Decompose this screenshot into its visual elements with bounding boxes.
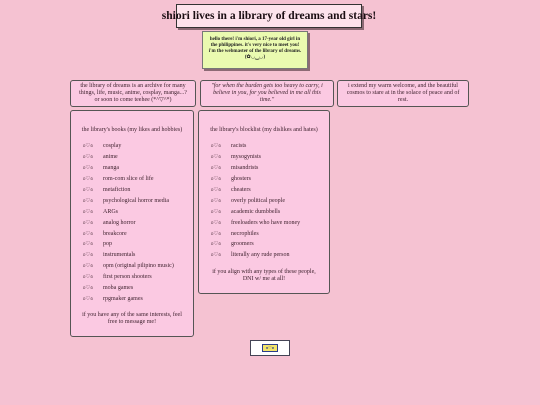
heart-bullet-icon: ʚ♡ɞ	[83, 219, 93, 226]
blocklist-item	[211, 206, 329, 217]
books-item-label: rom-com slice of life	[103, 176, 154, 183]
blocklist-item	[211, 163, 329, 174]
blocklist-item	[211, 174, 329, 185]
books-item-label: metafiction	[103, 187, 131, 193]
site-badge[interactable]	[250, 340, 290, 356]
blocklist-item-label: cheaters	[231, 187, 251, 193]
books-footer: if you have any of the same interests, feel free to message me!	[82, 312, 182, 326]
books-item	[83, 239, 193, 250]
blocklist-item	[211, 228, 329, 239]
blocklist-item	[211, 141, 329, 152]
blocklist-item	[211, 217, 329, 228]
blocklist-item	[211, 239, 329, 250]
books-item	[83, 250, 193, 261]
intro-box: hello there! i'm shiori, a 17-year old girl in the philippines. it's very nice to meet you! i'm the webmaster of the library of dreams. (✿◡‿◡)	[202, 31, 308, 69]
heart-bullet-icon: ʚ♡ɞ	[83, 187, 93, 193]
books-item	[83, 152, 193, 163]
quote-card: "for when the burden gets too heavy to carry, i believe in you, for you believed in me all this time."	[200, 80, 334, 107]
heart-bullet-icon: ʚ♡ɞ	[211, 230, 221, 237]
heart-bullet-icon: ʚ♡ɞ	[83, 252, 93, 259]
heart-bullet-icon: ʚ♡ɞ	[83, 263, 93, 270]
blocklist-item-label: mysogynists	[231, 154, 262, 161]
blocklist-item-label: necrophiles	[231, 230, 259, 237]
heart-bullet-icon: ʚ♡ɞ	[211, 197, 221, 204]
blocklist-footer: if you align with any types of these people, DNI w/ me at all!	[212, 268, 316, 282]
heart-bullet-icon: ʚ♡ɞ	[83, 241, 93, 248]
heart-bullet-icon: ʚ♡ɞ	[211, 252, 221, 259]
blocklist-item	[211, 152, 329, 163]
heart-bullet-icon: ʚ♡ɞ	[83, 154, 93, 161]
heart-bullet-icon: ʚ♡ɞ	[211, 219, 221, 226]
heart-bullet-icon: ʚ♡ɞ	[83, 230, 93, 237]
books-item-label: anime	[103, 154, 118, 161]
badge-label: ʚ♡ɞ	[262, 344, 278, 352]
books-item	[83, 185, 193, 196]
books-item-label: opm (original pilipino music)	[103, 263, 174, 270]
books-item-label: psychological horror media	[103, 197, 169, 204]
heart-bullet-icon: ʚ♡ɞ	[83, 197, 93, 204]
blocklist-title: the library's blocklist (my dislikes and hates)	[210, 127, 318, 133]
heart-bullet-icon: ʚ♡ɞ	[83, 295, 93, 302]
blocklist-item	[211, 195, 329, 206]
books-item	[83, 293, 193, 304]
heart-bullet-icon: ʚ♡ɞ	[211, 187, 221, 193]
blocklist-item-label: misandrists	[231, 165, 259, 172]
heart-bullet-icon: ʚ♡ɞ	[83, 176, 93, 183]
books-item	[83, 283, 193, 294]
heart-bullet-icon: ʚ♡ɞ	[83, 208, 93, 215]
books-item	[83, 195, 193, 206]
books-item-label: moba games	[103, 285, 134, 292]
blocklist-item-label: academic dumbbells	[231, 208, 281, 215]
heart-bullet-icon: ʚ♡ɞ	[83, 274, 93, 281]
books-item-label: ARGs	[103, 208, 119, 215]
about-card: the library of dreams is an archive for many things, life, music, anime, cosplay, manga...? or soon to come teehee (*^▽^*)	[70, 80, 196, 107]
books-item	[83, 261, 193, 272]
books-list	[71, 141, 193, 304]
heart-bullet-icon: ʚ♡ɞ	[211, 176, 221, 183]
blocklist-item-label: groomers	[231, 241, 254, 248]
heart-bullet-icon: ʚ♡ɞ	[83, 285, 93, 292]
blocklist-list	[199, 141, 329, 261]
books-item-label: cosplay	[103, 143, 122, 150]
blocklist-item	[211, 185, 329, 196]
page-title: shiori lives in a library of dreams and stars!	[176, 4, 362, 28]
blocklist-item-label: literally any rude person	[231, 252, 290, 259]
books-item-label: analog horror	[103, 219, 136, 226]
books-item	[83, 206, 193, 217]
books-item-label: rpgmaker games	[103, 295, 143, 302]
books-item	[83, 217, 193, 228]
books-item	[83, 163, 193, 174]
books-item-label: pop	[103, 241, 112, 248]
blocklist-item-label: overly political people	[231, 197, 285, 204]
books-item-label: manga	[103, 165, 119, 172]
blocklist-card	[198, 110, 330, 294]
heart-bullet-icon: ʚ♡ɞ	[211, 241, 221, 248]
heart-bullet-icon: ʚ♡ɞ	[211, 208, 221, 215]
heart-bullet-icon: ʚ♡ɞ	[83, 143, 93, 150]
books-item-label: first person shooters	[103, 274, 152, 281]
books-item	[83, 174, 193, 185]
blocklist-item-label: freeloaders who have money	[231, 219, 301, 226]
heart-bullet-icon: ʚ♡ɞ	[211, 165, 221, 172]
heart-bullet-icon: ʚ♡ɞ	[211, 154, 221, 161]
blocklist-item	[211, 250, 329, 261]
heart-bullet-icon: ʚ♡ɞ	[211, 143, 221, 150]
welcome-card: i extend my warm welcome, and the beautiful cosmos to stare at in the solace of peace and of rest.	[337, 80, 469, 107]
books-card	[70, 110, 194, 337]
blocklist-item-label: racists	[231, 143, 247, 150]
heart-bullet-icon: ʚ♡ɞ	[83, 165, 93, 172]
books-item	[83, 272, 193, 283]
books-item-label: instrumentals	[103, 252, 136, 259]
books-title: the library's books (my likes and hobbies)	[81, 127, 183, 133]
books-item-label: breakcore	[103, 230, 127, 237]
blocklist-item-label: ghosters	[231, 176, 251, 183]
books-item	[83, 141, 193, 152]
books-item	[83, 228, 193, 239]
